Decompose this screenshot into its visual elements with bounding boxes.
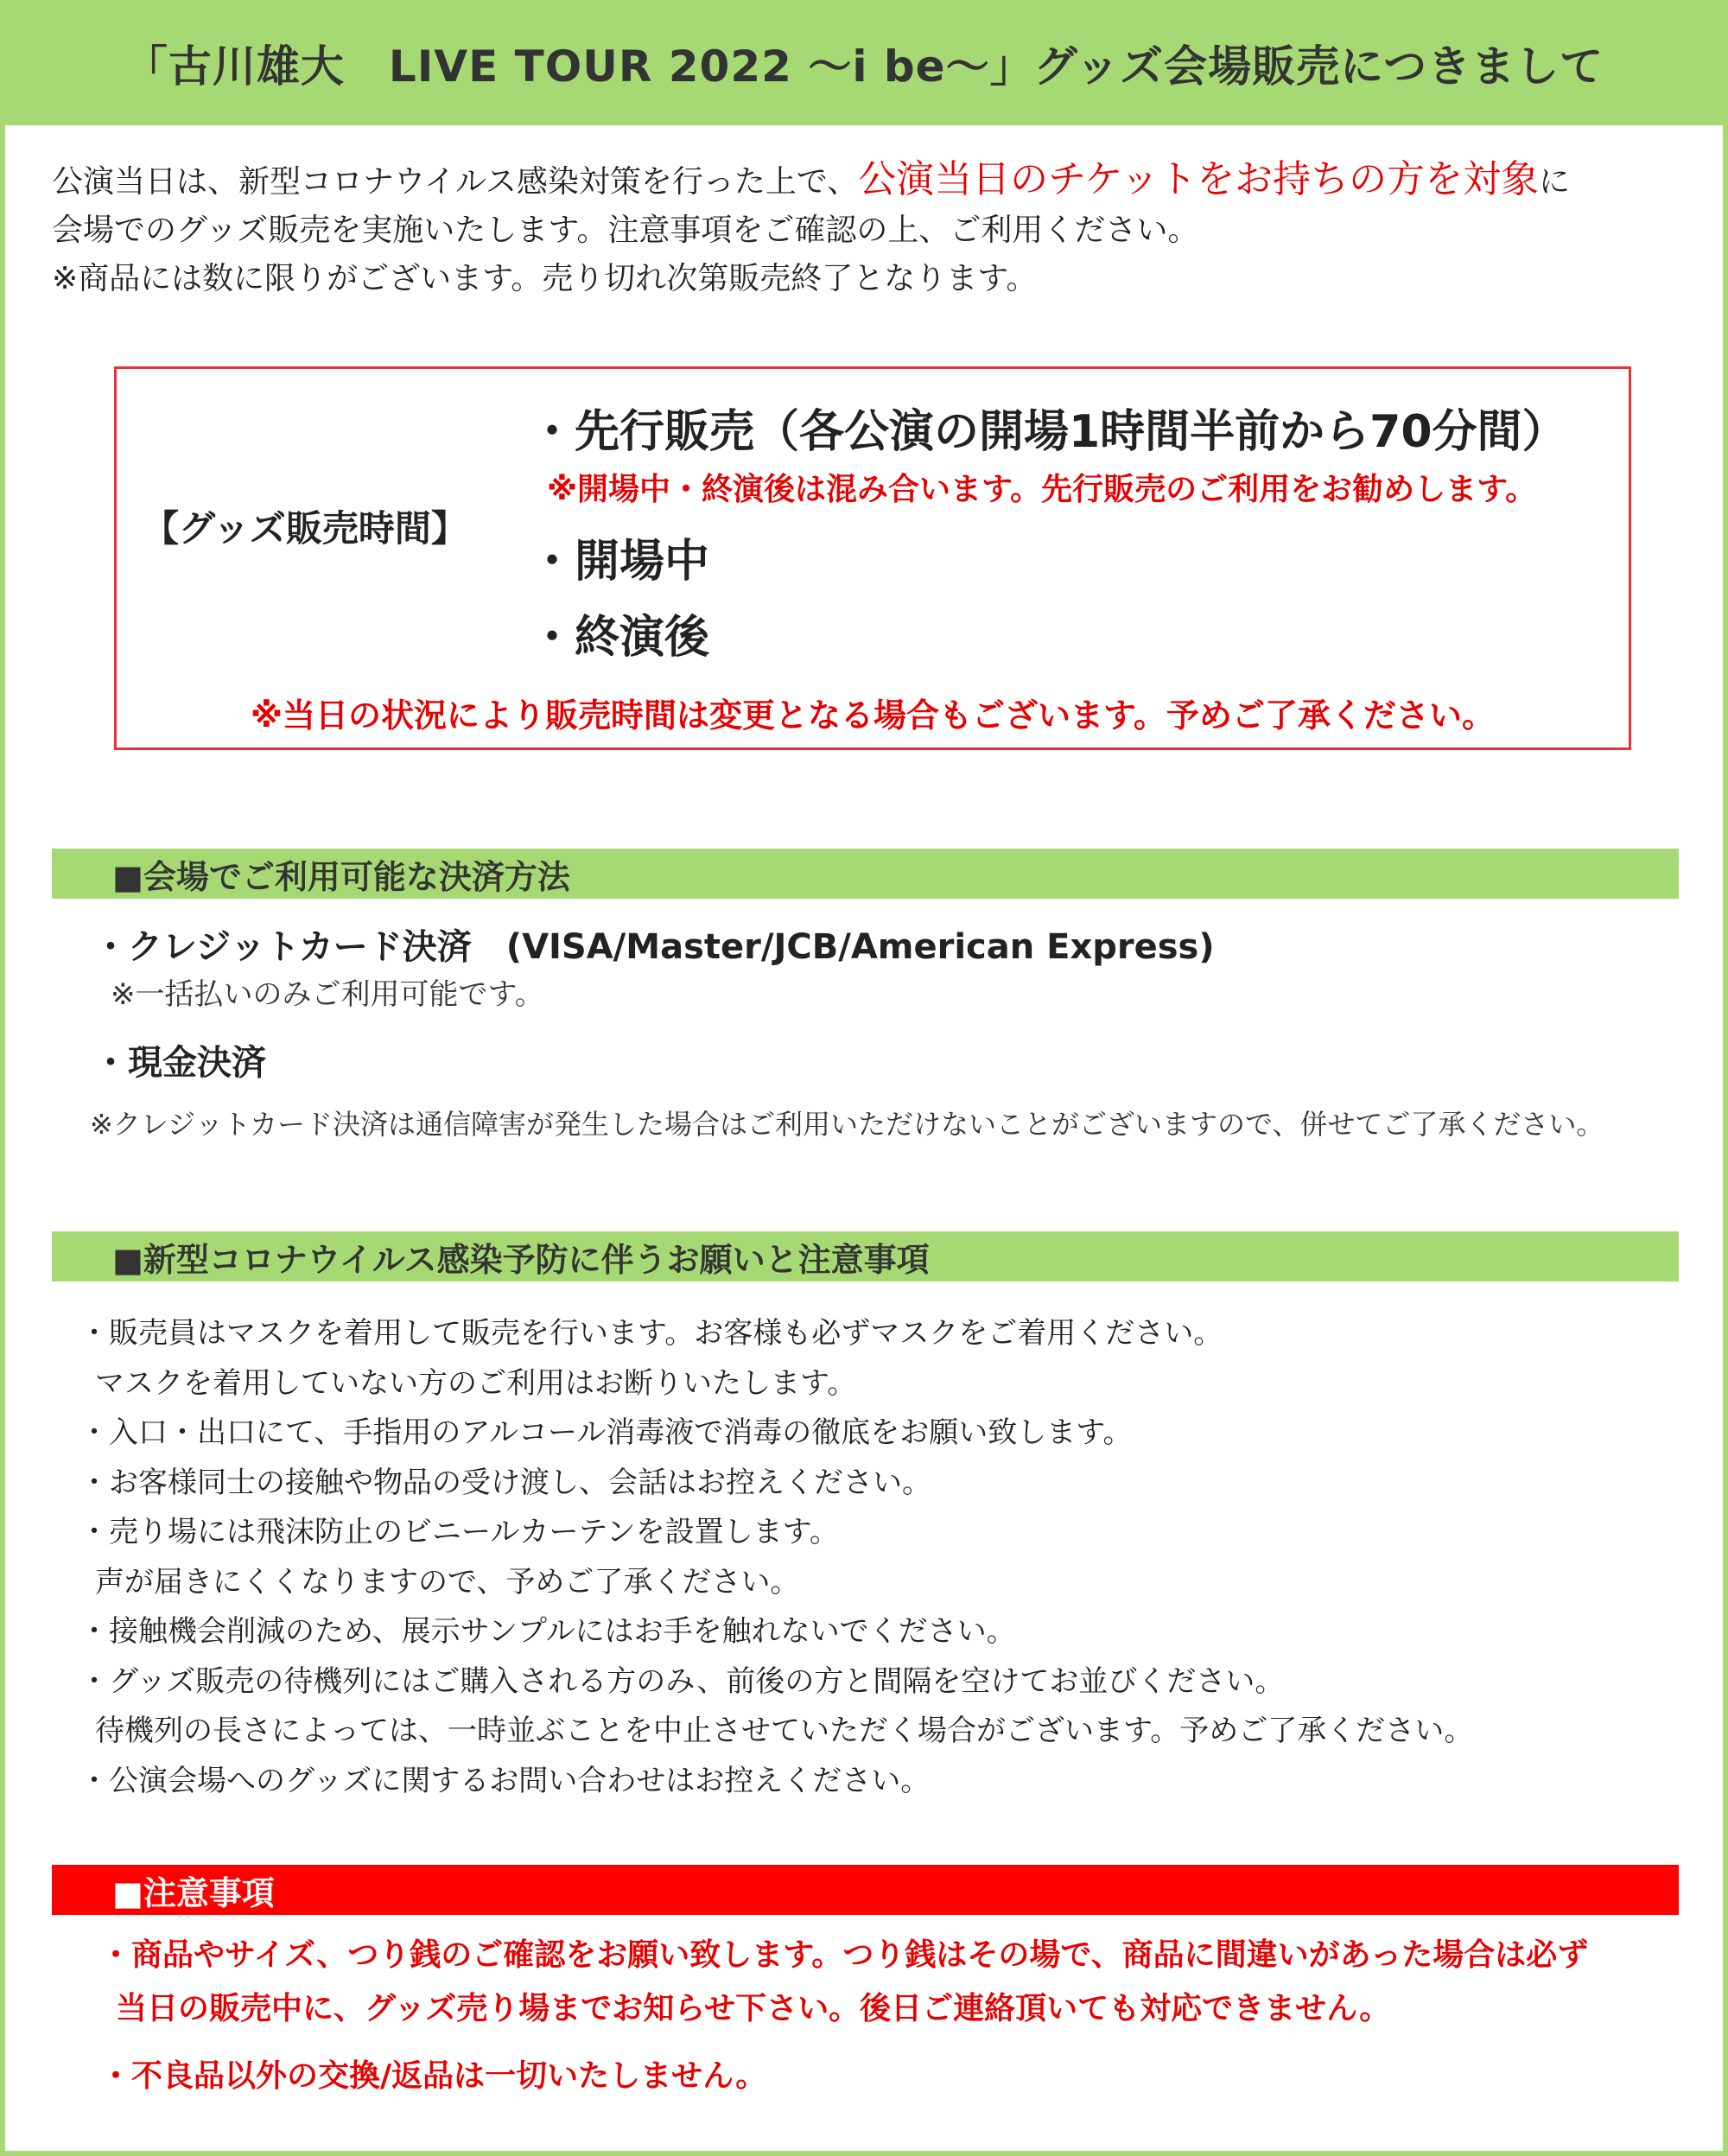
payment-section (90, 920, 1700, 1145)
payment-credit: ・クレジットカード決済 (VISA/Master/JCB/American Express) (93, 927, 1215, 967)
payment-cash: ・現金決済 (93, 1043, 266, 1083)
sales-hours-bottom-note: ※当日の状況により販売時間は変更となる場合もございます。予めご了承ください。 (251, 696, 1495, 735)
corona-line: 待機列の長さによっては、一時並ぶことを中止させていただく場合がございます。予めご了承ください。 (95, 1714, 1474, 1748)
cautions-heading: ■注意事項 (112, 1873, 275, 1912)
corona-line: ・販売員はマスクを着用して販売を行います。お客様も必ずマスクをご着用ください。 (79, 1316, 1223, 1351)
title-bar (0, 0, 1728, 125)
intro-text (52, 156, 1693, 303)
corona-line: マスクを着用していない方のご利用はお断りいたします。 (95, 1365, 857, 1401)
cautions-list (100, 1929, 1707, 2103)
intro-line-3: ※商品には数に限りがございます。売り切れ次第販売終了となります。 (52, 261, 1038, 296)
intro-line-1-after: に (1539, 164, 1571, 200)
payment-section-header (52, 849, 1679, 899)
page-title: 「古川雄大 LIVE TOUR 2022 〜i be〜」グッズ会場販売につきまして (124, 41, 1604, 92)
sales-hours-box (114, 366, 1631, 750)
payment-heading: ■会場でご利用可能な決済方法 (112, 857, 570, 896)
corona-line: ・入口・出口にて、手指用のアルコール消毒液で消毒の徹底をお願い致します。 (79, 1415, 1133, 1450)
sales-hours-label: 【グッズ販売時間】 (143, 507, 467, 550)
caution-line: ・不良品以外の交換/返品は一切いたしません。 (100, 2058, 767, 2094)
sales-hours-item: ・先行販売（各公演の開場1時間半前から70分間） (530, 406, 1567, 458)
payment-credit-note: ※一括払いのみご利用可能です。 (111, 977, 544, 1012)
sales-hours-item: ・終演後 (530, 612, 710, 664)
corona-line: ・公演会場へのグッズに関するお問い合わせはお控えください。 (79, 1763, 931, 1798)
corona-line: ・接触機会削減のため、展示サンプルにはお手を触れないでください。 (79, 1614, 1016, 1649)
corona-section-header (52, 1231, 1679, 1282)
corona-line: ・グッズ販売の待機列にはご購入される方のみ、前後の方と間隔を空けてお並びください。 (79, 1663, 1285, 1699)
corona-list (79, 1309, 1704, 1806)
sales-hours-item: ・開場中 (530, 536, 710, 588)
caution-line: 当日の販売中に、グッズ売り場までお知らせ下さい。後日ご連絡頂いても対応できません。 (116, 1991, 1391, 2026)
corona-line: ・お客様同士の接触や物品の受け渡し、会話はお控えください。 (79, 1465, 931, 1500)
corona-line: 声が届きにくくなりますので、予めご了承ください。 (95, 1564, 800, 1600)
payment-note: ※クレジットカード決済は通信障害が発生した場合はご利用いただけないことがございますので、併せてご了承ください。 (90, 1108, 1604, 1141)
sales-hours-list (530, 402, 1567, 668)
intro-line-1 (52, 156, 1693, 207)
intro-line-2: 会場でのグッズ販売を実施いたします。注意事項をご確認の上、ご利用ください。 (52, 213, 1199, 248)
cautions-section-header (52, 1865, 1679, 1915)
caution-line: ・商品やサイズ、つり銭のご確認をお願い致します。つり銭はその場で、商品に間違いがあった場合は必ず (100, 1937, 1589, 1973)
intro-highlight: 公演当日のチケットをお持ちの方を対象 (858, 157, 1540, 201)
intro-line-1-before: 公演当日は、新型コロナウイルス感染対策を行った上で、 (52, 164, 859, 200)
sales-hours-subnote: ※開場中・終演後は混み合います。先行販売のご利用をお勧めします。 (547, 472, 1537, 507)
corona-heading: ■新型コロナウイルス感染予防に伴うお願いと注意事項 (112, 1240, 930, 1279)
corona-line: ・売り場には飛沫防止のビニールカーテンを設置します。 (79, 1515, 839, 1549)
